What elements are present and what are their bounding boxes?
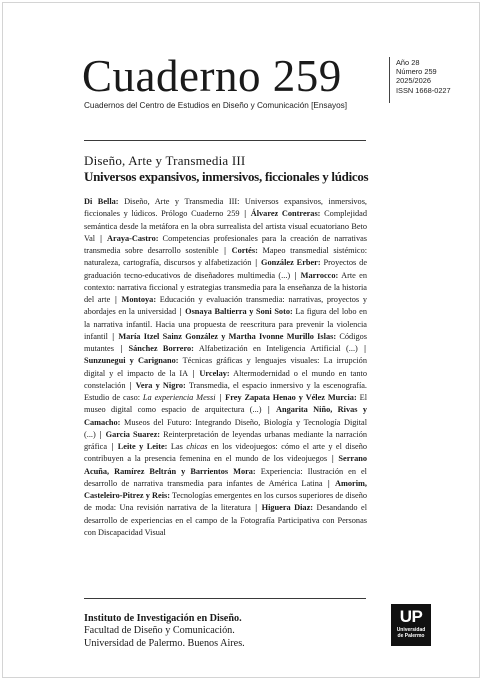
toc-article-title: Códigos mutantes xyxy=(84,331,368,353)
toc-article-title: Las xyxy=(170,442,187,451)
toc-authors: Osnaya Baltierra y Soni Soto: xyxy=(185,307,293,317)
issue-title: Diseño, Arte y Transmedia III xyxy=(84,153,246,168)
toc-article-title: Proyectos de graduación tecno-educativos de diseñadores multimedia (...) xyxy=(84,258,368,280)
toc-article-title: Mapeo transmedial sistémico: naturaleza, cartografía, discursos y alfabetización xyxy=(84,246,368,268)
toc-separator: | xyxy=(100,233,102,243)
toc-authors: Leite y Leite: xyxy=(117,442,168,451)
logo-text-line2: de Palermo xyxy=(397,632,425,639)
toc-authors: Marrocco: xyxy=(300,270,339,280)
journal-subtitle: Cuadernos del Centro de Estudios en Diseño y Comunicación [Ensayos] xyxy=(84,101,348,110)
top-rule xyxy=(84,140,366,141)
toc-article-title: Educación y evaluación transmedia: narrativas, proyectos y abordajes en la universidad xyxy=(84,295,367,317)
toc-separator: | xyxy=(224,246,226,255)
toc-authors: Amorim, Casteleiro-Pitrez y Reis: xyxy=(84,478,368,500)
toc-separator: | xyxy=(129,380,132,390)
toc-authors: González Erber: xyxy=(261,258,321,268)
toc-authors: María Itzel Sainz González y Martha Ivonne Murillo Islas: xyxy=(118,331,337,341)
toc-separator: | xyxy=(364,344,366,353)
logo-text xyxy=(391,628,431,639)
toc-authors: Araya-Castro: xyxy=(107,233,159,243)
toc-article-title: Técnicas gráficas y lenguajes visuales: La irrupción digital y el impacto de la IA xyxy=(84,356,367,378)
toc-article-title: El museo digital como espacio de arquitectura (...) xyxy=(84,393,367,415)
toc-authors: Garcia Suarez: xyxy=(105,429,161,439)
toc-article-title: Experiencia: Ilustración en el desarrollo de narrativa transmedia para infantes de América Latina xyxy=(84,466,367,488)
toc-article-title: Tecnologías emergentes en los cursos superiores de diseño de moda: Una revisión narrativa de la literatura xyxy=(84,491,367,513)
toc-authors: Angarita Niño, Rivas y Camacho: xyxy=(84,405,367,427)
issue-issn: ISSN 1668-0227 xyxy=(396,85,451,95)
toc-separator: | xyxy=(192,368,195,378)
toc-article-title: Altermodernidad o el mundo en tanto constelación xyxy=(84,368,367,390)
toc-authors: Higuera Diaz: xyxy=(261,503,314,513)
journal-title: Cuaderno 259 xyxy=(82,51,342,101)
university-name: Universidad de Palermo. Buenos Aires. xyxy=(84,637,245,649)
issue-period: 2025/2026 xyxy=(396,76,431,86)
toc-separator: | xyxy=(120,344,123,353)
toc-authors: Sunzunegui y Carignano: xyxy=(84,356,179,366)
toc-separator: | xyxy=(294,270,297,280)
toc-article-title: Complejidad semántica desde la metáfora en la obra surrealista del artista visual ecuatoriano Beto Val xyxy=(84,209,368,243)
toc-separator: | xyxy=(255,258,258,268)
toc-article-title: Alfabetización en Inteligencia Artificial (...) xyxy=(198,344,358,353)
university-logo xyxy=(391,604,431,646)
toc-separator: | xyxy=(267,405,270,415)
toc-separator: | xyxy=(255,503,258,513)
toc-authors: Vera y Nigro: xyxy=(135,380,186,390)
toc-article-title-italic: La experiencia Messi xyxy=(142,393,216,402)
toc-article-title: Transmedia, el espacio inmersivo y la escenografía. Estudio de caso: xyxy=(84,380,368,402)
toc-separator: | xyxy=(331,454,334,464)
toc-separator: | xyxy=(219,393,222,402)
toc-authors: Álvarez Contreras: xyxy=(250,209,321,219)
toc-authors: Sánchez Borrero: xyxy=(128,344,194,353)
toc-authors: Cortés: xyxy=(231,246,258,255)
issue-year: Año 28 xyxy=(396,58,420,67)
bottom-rule xyxy=(84,598,366,599)
institute-name: Instituto de Investigación en Diseño. xyxy=(84,613,242,624)
toc-article-title: La figura del lobo en la narrativa infantil. Hacia una propuesta de reescritura para prevenir la violencia infantil xyxy=(84,307,368,341)
toc-separator: | xyxy=(244,209,247,219)
toc-separator: | xyxy=(179,307,182,317)
toc-entry xyxy=(129,344,358,353)
toc-separator: | xyxy=(99,429,102,439)
toc-separator: | xyxy=(112,331,115,341)
issue-subtitle: Universos expansivos, inmersivos, ficcionales y lúdicos xyxy=(84,168,369,184)
toc-article-title: Museos del Futuro: Integrando Diseño, Biología y Tecnología Digital (...) xyxy=(84,417,367,439)
toc-article-title-italic: chicas xyxy=(186,442,208,451)
toc-article-title-cont: en los videojuegos: cómo el arte y el diseño contribuyen a la presencia femenina en el mundo de los videojuegos xyxy=(84,442,367,464)
masthead-divider xyxy=(389,57,390,103)
toc-article-title: Competencias profesionales para la creación de narrativas transmedia sobre desarrollo sostenible xyxy=(84,233,368,255)
toc-authors: Di Bella: xyxy=(84,197,119,206)
toc-authors: Frey Zapata Henao y Vélez Murcia: xyxy=(225,393,357,402)
toc-authors: Serrano Acuña, Ramírez Beltrán y Barrientos Mora: xyxy=(84,454,367,476)
toc-article-title: Diseño, Arte y Transmedia III: Universos expansivos, inmersivos, ficcionales y lúdicos. Prólogo Cuaderno 259 xyxy=(84,197,367,219)
toc-authors: Urcelay: xyxy=(199,368,230,378)
issue-heading xyxy=(84,153,374,184)
logo-text-line1: Universidad xyxy=(396,627,426,633)
logo-mark: UP xyxy=(399,607,423,626)
toc-entry xyxy=(84,442,367,463)
table-of-contents xyxy=(84,196,367,539)
toc-article-title: Desandando el desarrollo de experiencias en el campo de la Fotografía Participativa con Personas con Discapacidad Visual xyxy=(84,503,368,537)
publisher-block xyxy=(84,613,245,650)
toc-article-title: Arte en contexto: narrativa ficcional y estrategias transmedia para la enseñanza de la historia del arte xyxy=(84,270,367,304)
issue-number: Número 259 xyxy=(396,67,437,77)
toc-separator: | xyxy=(114,295,117,304)
faculty-name: Facultad de Diseño y Comunicación. xyxy=(84,625,235,637)
toc-authors: Montoya: xyxy=(121,295,157,304)
toc-article-title: Reinterpretación de leyendas urbanas mediante la narración gráfica xyxy=(84,429,367,451)
toc-separator: | xyxy=(327,478,330,488)
toc-separator: | xyxy=(111,442,114,451)
issue-metadata xyxy=(396,58,451,95)
